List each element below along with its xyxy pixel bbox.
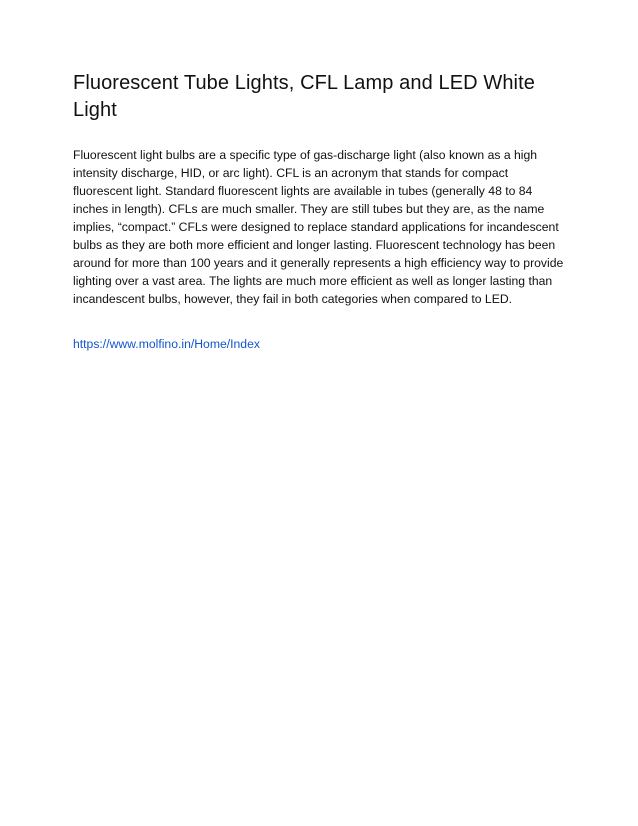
document-paragraph: Fluorescent light bulbs are a specific type of gas-discharge light (also known as a high intensity discharge, HID, or arc light). CFL is an acronym that stands for compact fluorescent light. Standard fluorescent lights are available in tubes (generally 48 to 84 inches in length). CFLs are much smaller. They are still tubes but they are, as the name implies, “compact.” CFLs were designed to replace standard applications for incandescent bulbs as they are both more efficient and longer lasting. Fluorescent technology has been around for more than 100 years and it generally represents a high efficiency way to provide lighting over a vast area. The lights are much more efficient as well as longer lasting than incandescent bulbs, however, they fail in both categories when compared to LED. [73,148,564,306]
document-title: Fluorescent Tube Lights, CFL Lamp and LED White Light [73,72,535,121]
website-link[interactable]: https://www.molfino.in/Home/Index [73,337,260,351]
document-content [73,70,569,353]
